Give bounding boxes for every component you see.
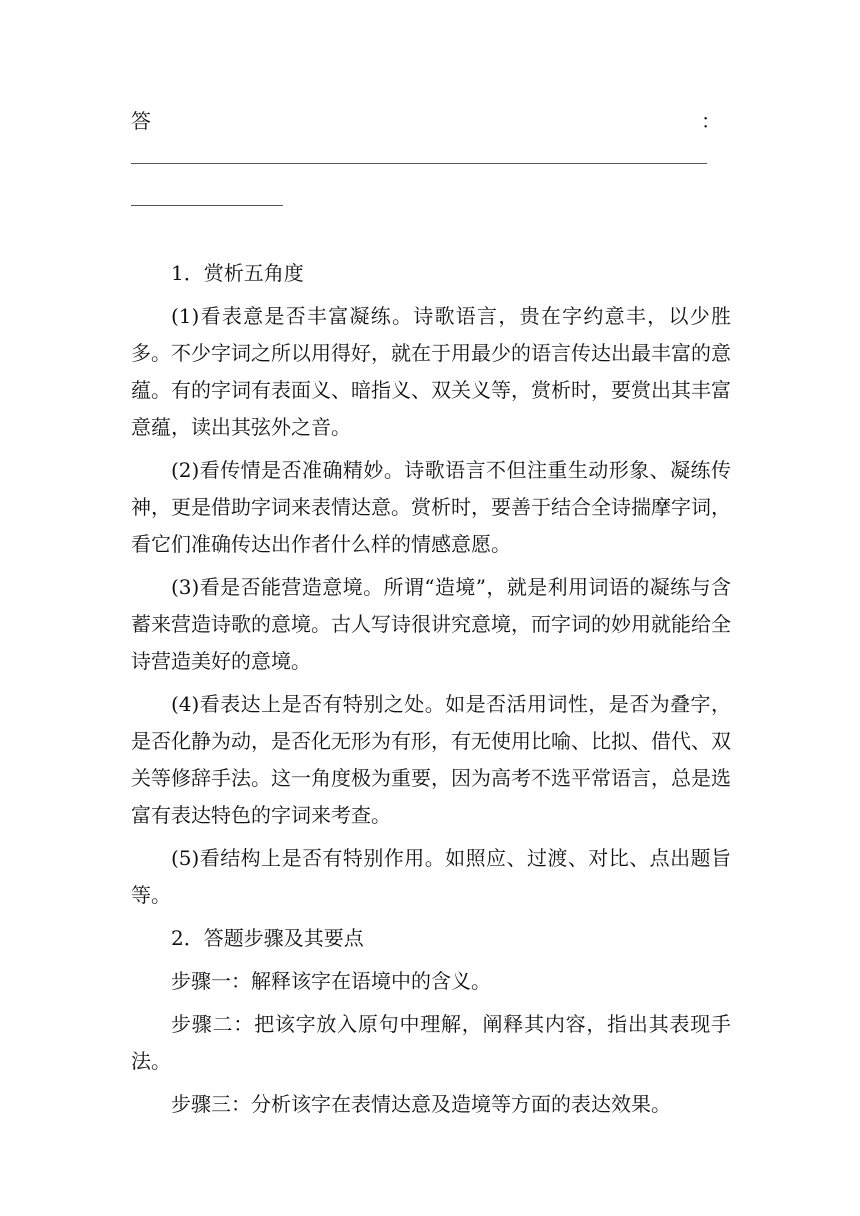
answer-blank-line-2 (131, 205, 283, 206)
paragraph-angle-2: (2)看传情是否准确精妙。诗歌语言不但注重生动形象、凝练传神，更是借助字词来表情达意。赏析时，要善于结合全诗揣摩字词，看它们准确传达出作者什么样的情感意愿。 (131, 458, 731, 556)
answer-blank-line-1 (131, 163, 707, 164)
step-2: 步骤二：把该字放入原句中理解，阐释其内容，指出其表现手法。 (131, 1012, 731, 1073)
section-heading-1: 1．赏析五角度 (171, 261, 304, 285)
answer-label: 答 (131, 109, 151, 133)
body-text (131, 255, 731, 1129)
answer-row (131, 105, 731, 135)
answer-colon: ： (701, 109, 721, 133)
paragraph-angle-4: (4)看表达上是否有特别之处。如是否活用词性，是否为叠字，是否化静为动，是否化无形为有形，有无使用比喻、比拟、借代、双关等修辞手法。这一角度极为重要，因为高考不选平常语言，总是选富有表达特色的字词来考查。 (131, 692, 731, 827)
paragraph-angle-3: (3)看是否能营造意境。所谓“造境”，就是利用词语的凝练与含蓄来营造诗歌的意境。古人写诗很讲究意境，而字词的妙用就能给全诗营造美好的意境。 (131, 575, 731, 673)
section-heading-2: 2．答题步骤及其要点 (171, 926, 364, 950)
step-3: 步骤三：分析该字在表情达意及造境等方面的表达效果。 (171, 1092, 671, 1116)
paragraph-angle-5: (5)看结构上是否有特别作用。如照应、过渡、对比、点出题旨等。 (131, 846, 731, 907)
paragraph-angle-1: (1)看表意是否丰富凝练。诗歌语言，贵在字约意丰，以少胜多。不少字词之所以用得好，就在于用最少的语言传达出最丰富的意蕴。有的字词有表面义、暗指义、双关义等，赏析时，要赏出其丰富意蕴，读出其弦外之音。 (131, 304, 731, 439)
step-1: 步骤一：解释该字在语境中的含义。 (171, 969, 491, 993)
